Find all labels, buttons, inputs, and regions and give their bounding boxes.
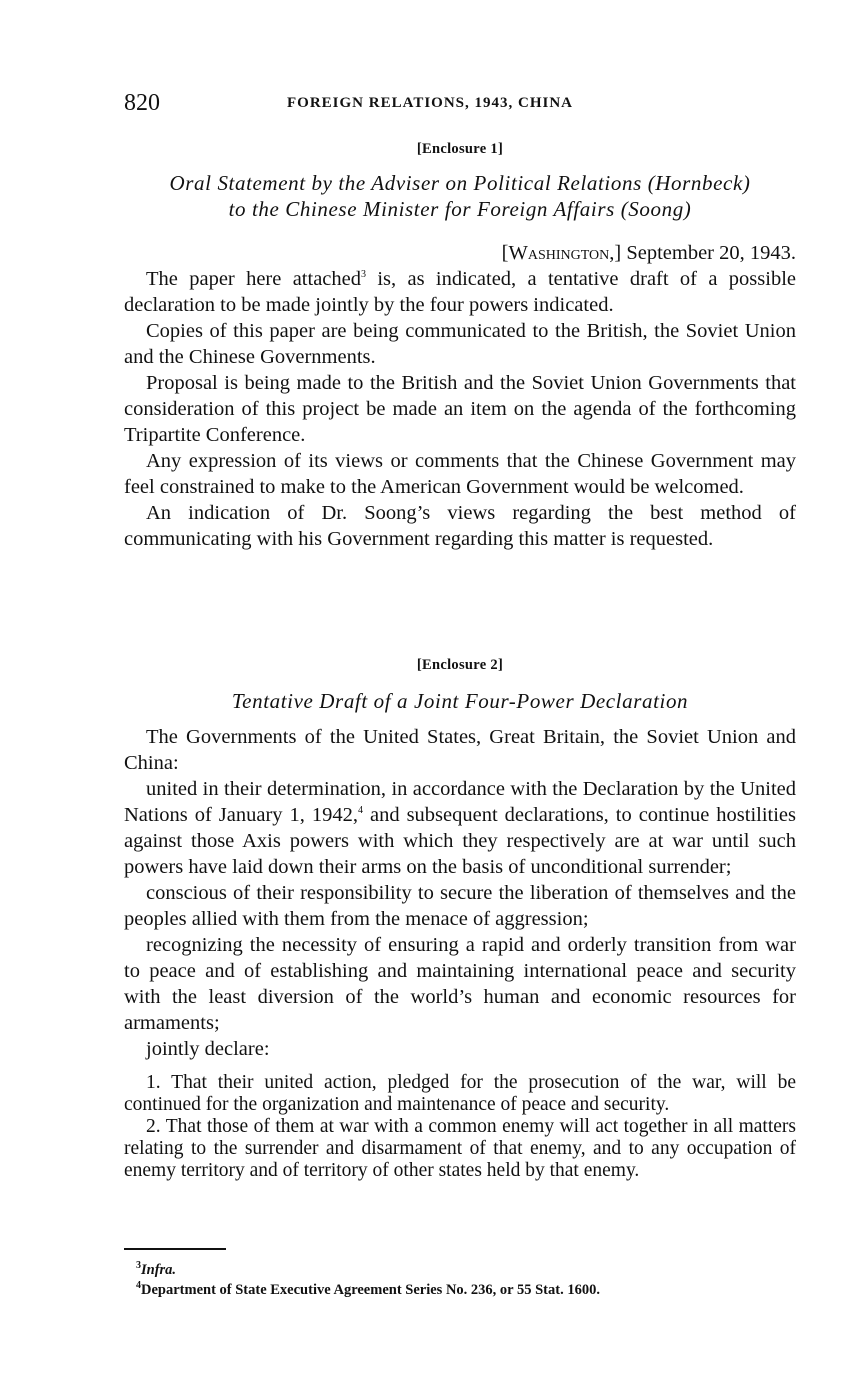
numbered-item: 1. That their united action, pledged for the prosecution of the war, will be continued for the organization and maintenance of peace and security. [124, 1072, 796, 1115]
page-number: 820 [124, 90, 160, 116]
enclosure-1-paragraph: Proposal is being made to the British and the Soviet Union Governments that consideration of this project be made an item on the agenda of the forthcoming Tripartite Conference. [124, 372, 796, 446]
footnote-3-text: Infra. [141, 1262, 177, 1278]
enclosure-1-label: [Enclosure 1] [416, 141, 504, 157]
enclosure-2-paragraph: recognizing the necessity of ensuring a rapid and orderly transition from war to peace and of establishing and maintaining international peace and security with the least diversion of the world’s human and economic resources for armaments; [124, 934, 796, 1034]
enclosure-2-label: [Enclosure 2] [416, 657, 504, 673]
enclosure-2-title: Tentative Draft of a Joint Four-Power Declaration [231, 689, 689, 713]
enclosure-2-paragraph: The Governments of the United States, Great Britain, the Soviet Union and China: [124, 726, 796, 774]
enclosure-1 [124, 136, 796, 552]
enclosure-1-paragraph [124, 266, 796, 318]
dateline [124, 240, 796, 266]
dateline-place: [Washington,] [501, 242, 622, 264]
footnote-divider [124, 1248, 226, 1250]
enclosure-1-title-line1: Oral Statement by the Adviser on Political Relations (Hornbeck) [169, 171, 751, 195]
dateline-date: September 20, 1943. [626, 242, 796, 264]
page-header [124, 90, 796, 120]
enclosure-2-paragraph: conscious of their responsibility to secure the liberation of themselves and the peoples allied with them from the menace of aggression; [124, 882, 796, 930]
enclosure-2-paragraph [124, 776, 796, 880]
paragraph-text: is, as indicated, a tentative draft of a possible declaration to be made jointly by the four powers indicated. [124, 268, 796, 316]
paragraph-text: The paper here attached [146, 268, 361, 290]
enclosure-1-paragraph: Copies of this paper are being communicated to the British, the Soviet Union and the Chinese Governments. [124, 320, 796, 368]
enclosure-2 [124, 652, 796, 1182]
footnotes [124, 1260, 804, 1300]
footnote-4-text: Department of State Executive Agreement Series No. 236, or 55 Stat. 1600. [141, 1282, 600, 1298]
footnote-4 [124, 1280, 804, 1300]
enclosure-1-title-line2: to the Chinese Minister for Foreign Affairs (Soong) [228, 197, 692, 221]
footnote-mark-4: 4 [136, 1280, 141, 1292]
footnote-3 [124, 1260, 804, 1280]
numbered-items [124, 1072, 796, 1182]
footnote-mark-3: 3 [136, 1260, 141, 1272]
enclosure-1-paragraph: Any expression of its views or comments that the Chinese Government may feel constrained to make to the American Government would be welcomed. [124, 450, 796, 498]
footnote-ref-3: 3 [361, 269, 366, 281]
running-head: FOREIGN RELATIONS, 1943, CHINA [287, 95, 574, 111]
paragraph-text: united in their determination, in accordance with the Declaration by the United Nations of January 1, 1942, [124, 778, 796, 826]
footnote-ref-4: 4 [358, 805, 364, 817]
paragraph-text: and subsequent declarations, to continue hostilities against those Axis powers with which they respectively are at war until such powers have laid down their arms on the basis of unconditional surrender; [124, 804, 796, 878]
enclosure-2-paragraph: jointly declare: [146, 1038, 270, 1060]
numbered-item: 2. That those of them at war with a common enemy will act together in all matters relating to the surrender and disarmament of that enemy, and to any occupation of enemy territory and of territory of other states held by that enemy. [124, 1116, 796, 1181]
enclosure-1-paragraph: An indication of Dr. Soong’s views regarding the best method of communicating with his Government regarding this matter is requested. [124, 502, 796, 550]
